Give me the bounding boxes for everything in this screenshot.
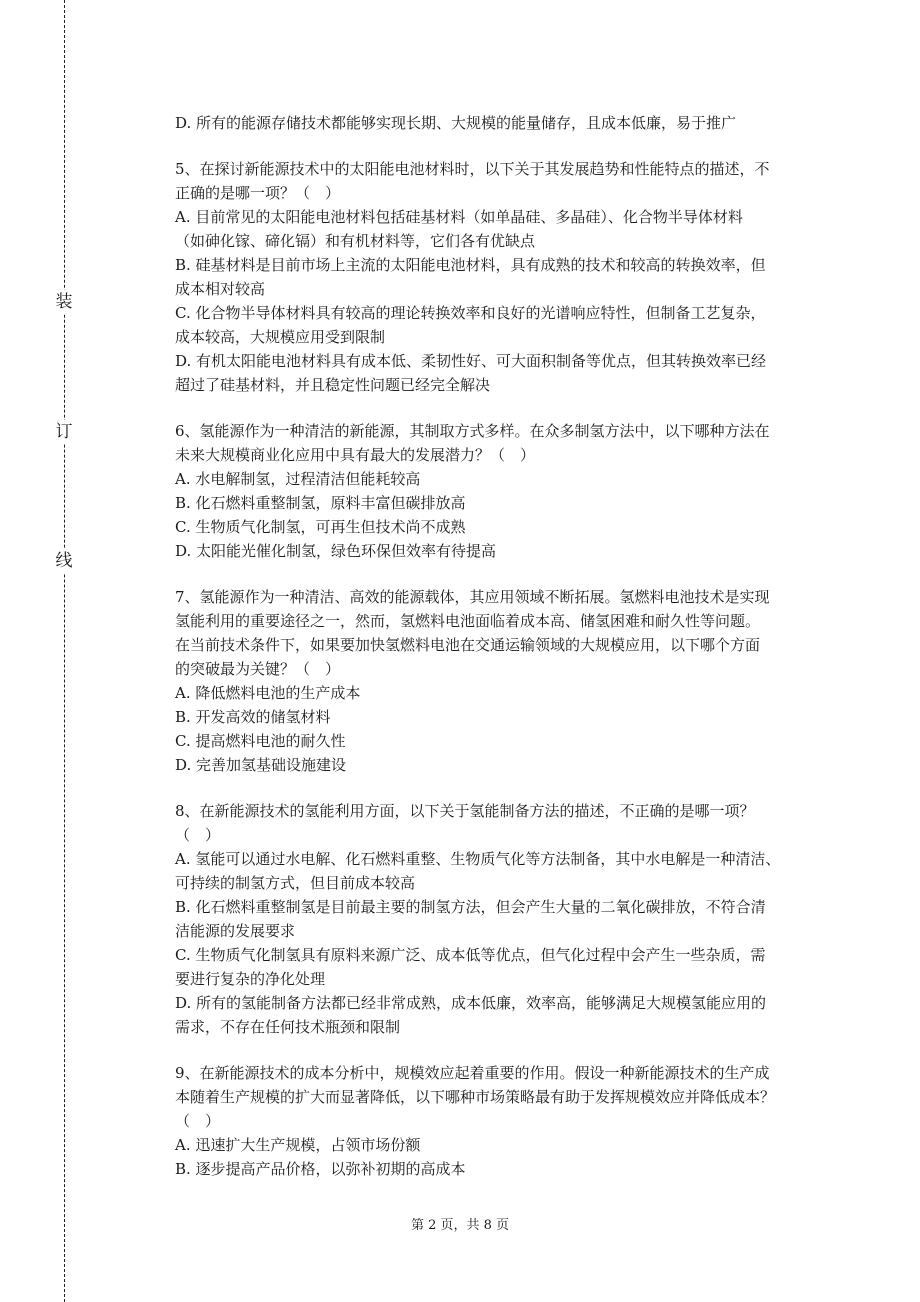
option-continuation-line: 成本较高，大规模应用受到限制 <box>175 328 386 346</box>
question-stem-line: （ ） <box>175 1112 221 1130</box>
option-line: C. 化合物半导体材料具有较高的理论转换效率和良好的光谱响应特性，但制备工艺复杂， <box>175 304 766 322</box>
question-stem-line: 的突破最为关键？（ ） <box>175 660 341 678</box>
question-stem-line: 正确的是哪一项？（ ） <box>175 184 341 202</box>
question-block <box>175 799 815 1039</box>
option-line: C. 生物质气化制氢，可再生但技术尚不成熟 <box>175 518 466 536</box>
option-continuation-line: 需求，不存在任何技术瓶颈和限制 <box>175 1018 401 1036</box>
question-block <box>175 419 815 563</box>
option-line: D. 所有的能源存储技术都能够实现长期、大规模的能量储存，且成本低廉，易于推广 <box>175 114 737 132</box>
option-line: A. 水电解制氢，过程清洁但能耗较高 <box>175 470 421 488</box>
option-line: D. 完善加氢基础设施建设 <box>175 756 347 774</box>
question-stem-line: 5、在探讨新能源技术中的太阳能电池材料时，以下关于其发展趋势和性能特点的描述，不 <box>175 160 770 178</box>
binding-char-xian: 线 <box>52 549 76 573</box>
option-line: B. 化石燃料重整制氢是目前最主要的制氢方法，但会产生大量的二氧化碳排放，不符合清 <box>175 898 766 916</box>
option-line: B. 开发高效的储氢材料 <box>175 708 331 726</box>
binding-dashed-line <box>64 0 65 1302</box>
question-block <box>175 157 815 397</box>
question-block <box>175 1061 815 1181</box>
question-block <box>175 585 815 777</box>
question-block <box>175 111 815 135</box>
option-continuation-line: 超过了硅基材料，并且稳定性问题已经完全解决 <box>175 376 491 394</box>
question-stem-line: 氢能利用的重要途径之一，然而，氢燃料电池面临着成本高、储氢困难和耐久性等问题。 <box>175 612 761 630</box>
option-continuation-line: 可持续的制氢方式，但目前成本较高 <box>175 874 416 892</box>
option-line: B. 化石燃料重整制氢，原料丰富但碳排放高 <box>175 494 466 512</box>
question-stem-line: 9、在新能源技术的成本分析中，规模效应起着重要的作用。假设一种新能源技术的生产成 <box>175 1064 770 1082</box>
option-line: A. 降低燃料电池的生产成本 <box>175 684 361 702</box>
option-line: D. 太阳能光催化制氢，绿色环保但效率有待提高 <box>175 542 497 560</box>
binding-char-zhuang: 装 <box>52 290 76 314</box>
question-stem-line: 在当前技术条件下，如果要加快氢燃料电池在交通运输领域的大规模应用，以下哪个方面 <box>175 636 761 654</box>
question-stem-line: 8、在新能源技术的氢能利用方面，以下关于氢能制备方法的描述，不正确的是哪一项？ <box>175 802 755 820</box>
page-footer: 第 2 页，共 8 页 <box>410 1218 510 1233</box>
option-line: A. 迅速扩大生产规模，占领市场份额 <box>175 1136 421 1154</box>
question-stem-line: 6、氢能源作为一种清洁的新能源，其制取方式多样。在众多制氢方法中，以下哪种方法在 <box>175 422 770 440</box>
option-line: B. 逐步提高产品价格，以弥补初期的高成本 <box>175 1160 466 1178</box>
option-continuation-line: （如砷化镓、碲化镉）和有机材料等，它们各有优缺点 <box>175 232 536 250</box>
option-line: B. 硅基材料是目前市场上主流的太阳能电池材料，具有成熟的技术和较高的转换效率，但 <box>175 256 766 274</box>
option-continuation-line: 洁能源的发展要求 <box>175 922 296 940</box>
option-continuation-line: 要进行复杂的净化处理 <box>175 970 326 988</box>
question-stem-line: 本随着生产规模的扩大而显著降低，以下哪种市场策略最有助于发挥规模效应并降低成本？ <box>175 1088 776 1106</box>
option-line: C. 生物质气化制氢具有原料来源广泛、成本低等优点，但气化过程中会产生一些杂质，需 <box>175 946 766 964</box>
binding-char-ding: 订 <box>52 420 76 444</box>
question-content <box>175 111 815 1181</box>
question-stem-line: 未来大规模商业化应用中具有最大的发展潜力？（ ） <box>175 446 536 464</box>
question-stem-line: 7、氢能源作为一种清洁、高效的能源载体，其应用领域不断拓展。氢燃料电池技术是实现 <box>175 588 770 606</box>
option-line: D. 有机太阳能电池材料具有成本低、柔韧性好、可大面积制备等优点，但其转换效率已经 <box>175 352 767 370</box>
question-stem-line: （ ） <box>175 826 221 844</box>
option-line: A. 氢能可以通过水电解、化石燃料重整、生物质气化等方法制备，其中水电解是一种清洁、 <box>175 850 781 868</box>
option-continuation-line: 成本相对较高 <box>175 280 266 298</box>
option-line: C. 提高燃料电池的耐久性 <box>175 732 346 750</box>
option-line: A. 目前常见的太阳能电池材料包括硅基材料（如单晶硅、多晶硅）、化合物半导体材料 <box>175 208 743 226</box>
option-line: D. 所有的氢能制备方法都已经非常成熟，成本低廉，效率高，能够满足大规模氢能应用的 <box>175 994 767 1012</box>
